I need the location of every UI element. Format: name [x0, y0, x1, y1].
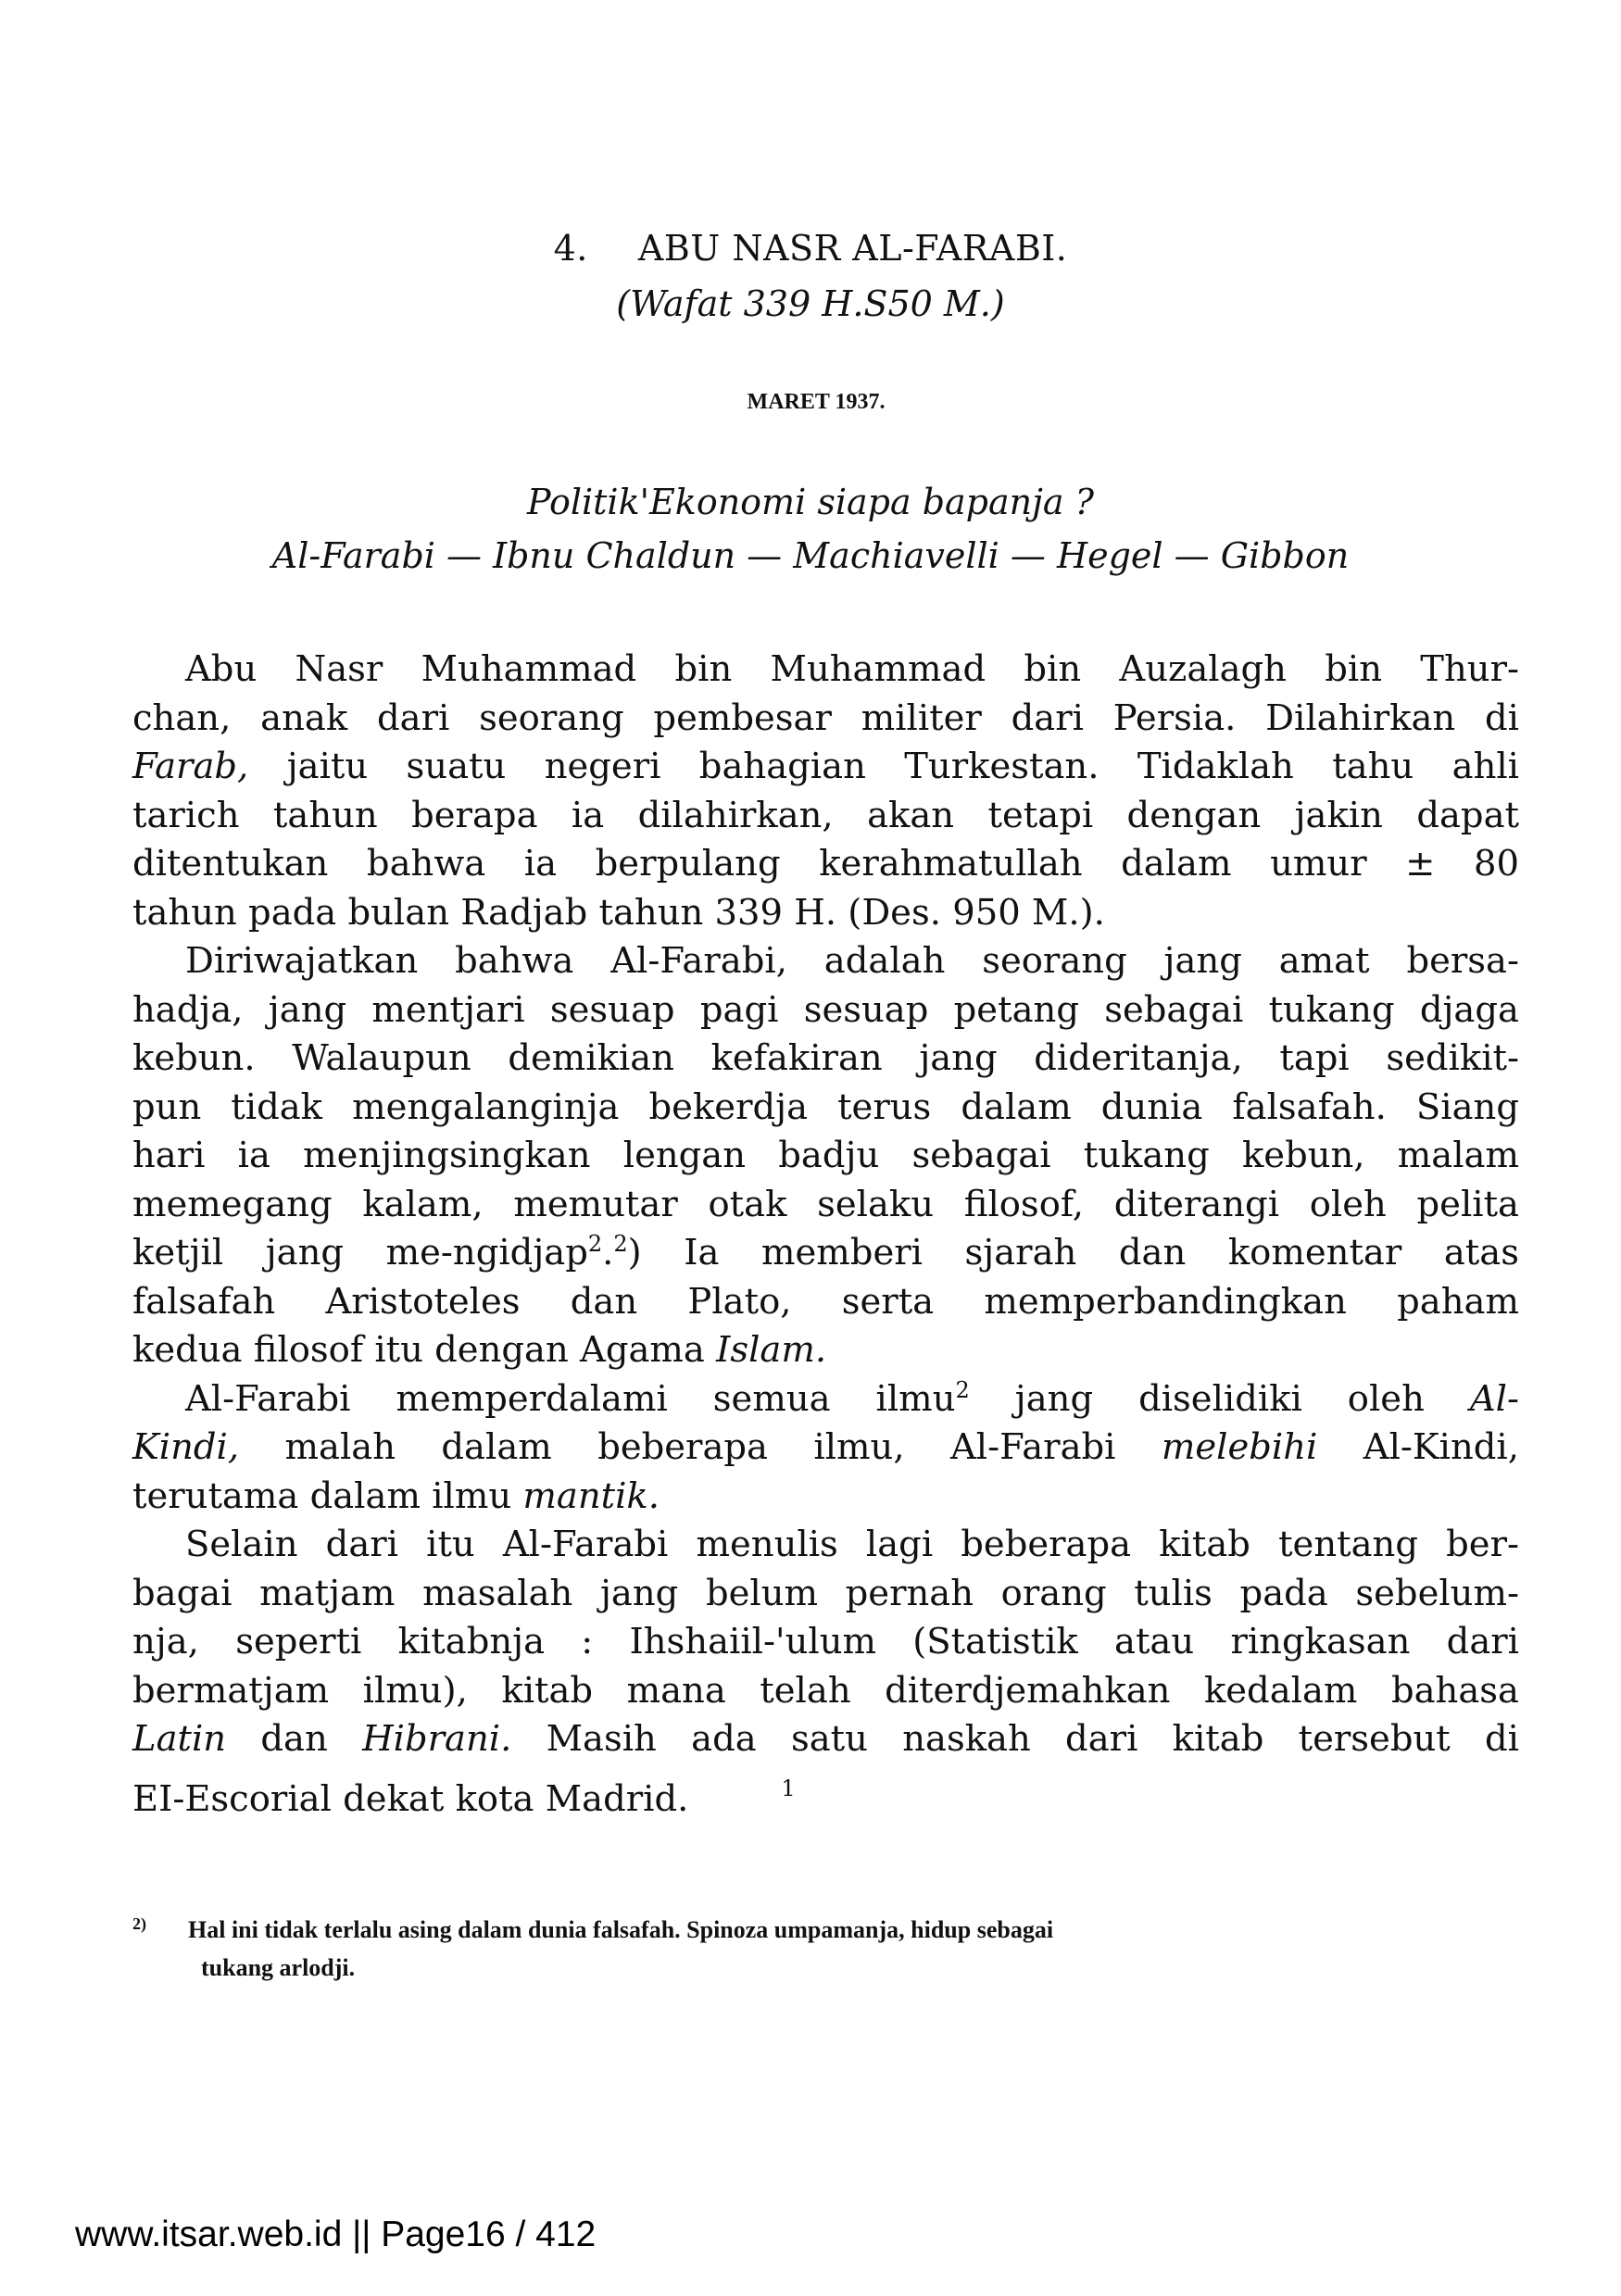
text-line: memegang kalam, memutar otak selaku filosof, diterangi oleh pelita [132, 1183, 1519, 1225]
italic-farab: Farab, [132, 746, 249, 787]
text-line: Kindi, malah dalam beberapa ilmu, Al-Farabi melebihi Al-Kindi, [132, 1426, 1519, 1468]
chapter-heading [0, 228, 1621, 269]
page-mark: 1 [781, 1775, 796, 1801]
text-line: falsafah Aristoteles dan Plato, serta memperbandingkan paham [132, 1280, 1519, 1323]
body-text [132, 646, 1519, 1824]
date-line: MARET 1937. [747, 390, 886, 414]
text-line: Diriwajatkan bahwa Al-Farabi, adalah seorang jang amat bersa- [185, 940, 1519, 982]
text-line: terutama dalam ilmu mantik. [132, 1474, 660, 1517]
text-line: Abu Nasr Muhammad bin Muhammad bin Auzalagh bin Thur- [185, 648, 1519, 690]
text-line: bermatjam ilmu), kitab mana telah diterdjemahkan kedalam bahasa [132, 1669, 1519, 1712]
text-line: pun tidak mengalanginja bekerdja terus dalam dunia falsafah. Siang [132, 1085, 1519, 1128]
text-line: hari ia menjingsingkan lengan badju sebagai tukang kebun, malam [132, 1135, 1519, 1176]
page-footer: www.itsar.web.id || Page16 / 412 [75, 2214, 597, 2254]
chapter-subtitle: (Wafat 339 H.S50 M.) [616, 283, 1005, 324]
paragraph-4 [132, 1521, 1519, 1824]
text-line: tahun pada bulan Radjab tahun 339 H. (Des. 950 M.). [132, 891, 1105, 934]
paragraph-3 [132, 1375, 1519, 1522]
chapter-title: ABU NASR AL-FARABI. [637, 228, 1068, 269]
paragraph-2 [132, 937, 1519, 1375]
footnote-mark: 2) [132, 1914, 146, 1933]
text-line: Farab, jaitu suatu negeri bahagian Turkestan. Tidaklah tahu ahli [132, 746, 1519, 787]
footnote-line-1: Hal ini tidak terlalu asing dalam dunia falsafah. Spinoza umpamanja, hidup sebagai [188, 1916, 1054, 1943]
footnote-line-2: tukang arlodji. [201, 1954, 356, 1981]
text-line: tarich tahun berapa ia dilahirkan, akan tetapi dengan jakin dapat [132, 794, 1519, 836]
text-line: hadja, jang mentjari sesuap pagi sesuap petang sebagai tukang djaga [132, 988, 1519, 1031]
text-line: EI-Escorial dekat kota Madrid. 1 [132, 1764, 1519, 1825]
text-line: ketjil jang me-ngidjap$^2$.$^2$) Ia memberi sjarah dan komentar atas [132, 1231, 1519, 1273]
text-line: kedua filosof itu dengan Agama Islam. [132, 1329, 827, 1371]
text-line: bagai matjam masalah jang belum pernah orang tulis pada sebelum- [132, 1572, 1519, 1614]
epigraph-line-1: Politik'Ekonomi siapa bapanja ? [526, 482, 1095, 522]
text-line: kebun. Walaupun demikian kefakiran jang dideritanja, tapi sedikit- [132, 1037, 1519, 1079]
text-line: Latin dan Hibrani. Masih ada satu naskah dari kitab tersebut di [132, 1718, 1519, 1760]
text-line: ditentukan bahwa ia berpulang kerahmatullah dalam umur ± 80 [132, 843, 1519, 885]
text-line: Selain dari itu Al-Farabi menulis lagi beberapa kitab tentang ber- [185, 1524, 1519, 1565]
chapter-number: 4. [553, 228, 588, 269]
text-line: nja, seperti kitabnja : Ihshaiil-'ulum (Statistik atau ringkasan dari [132, 1621, 1519, 1662]
epigraph-line-2: Al-Farabi — Ibnu Chaldun — Machiavelli — Hegel — Gibbon [271, 535, 1350, 576]
text-line: chan, anak dari seorang pembesar militer dari Persia. Dilahirkan di [132, 696, 1519, 739]
text-line: Al-Farabi memperdalami semua ilmu$^2$ jang diselidiki oleh Al- [185, 1376, 1519, 1420]
paragraph-1 [132, 646, 1519, 937]
